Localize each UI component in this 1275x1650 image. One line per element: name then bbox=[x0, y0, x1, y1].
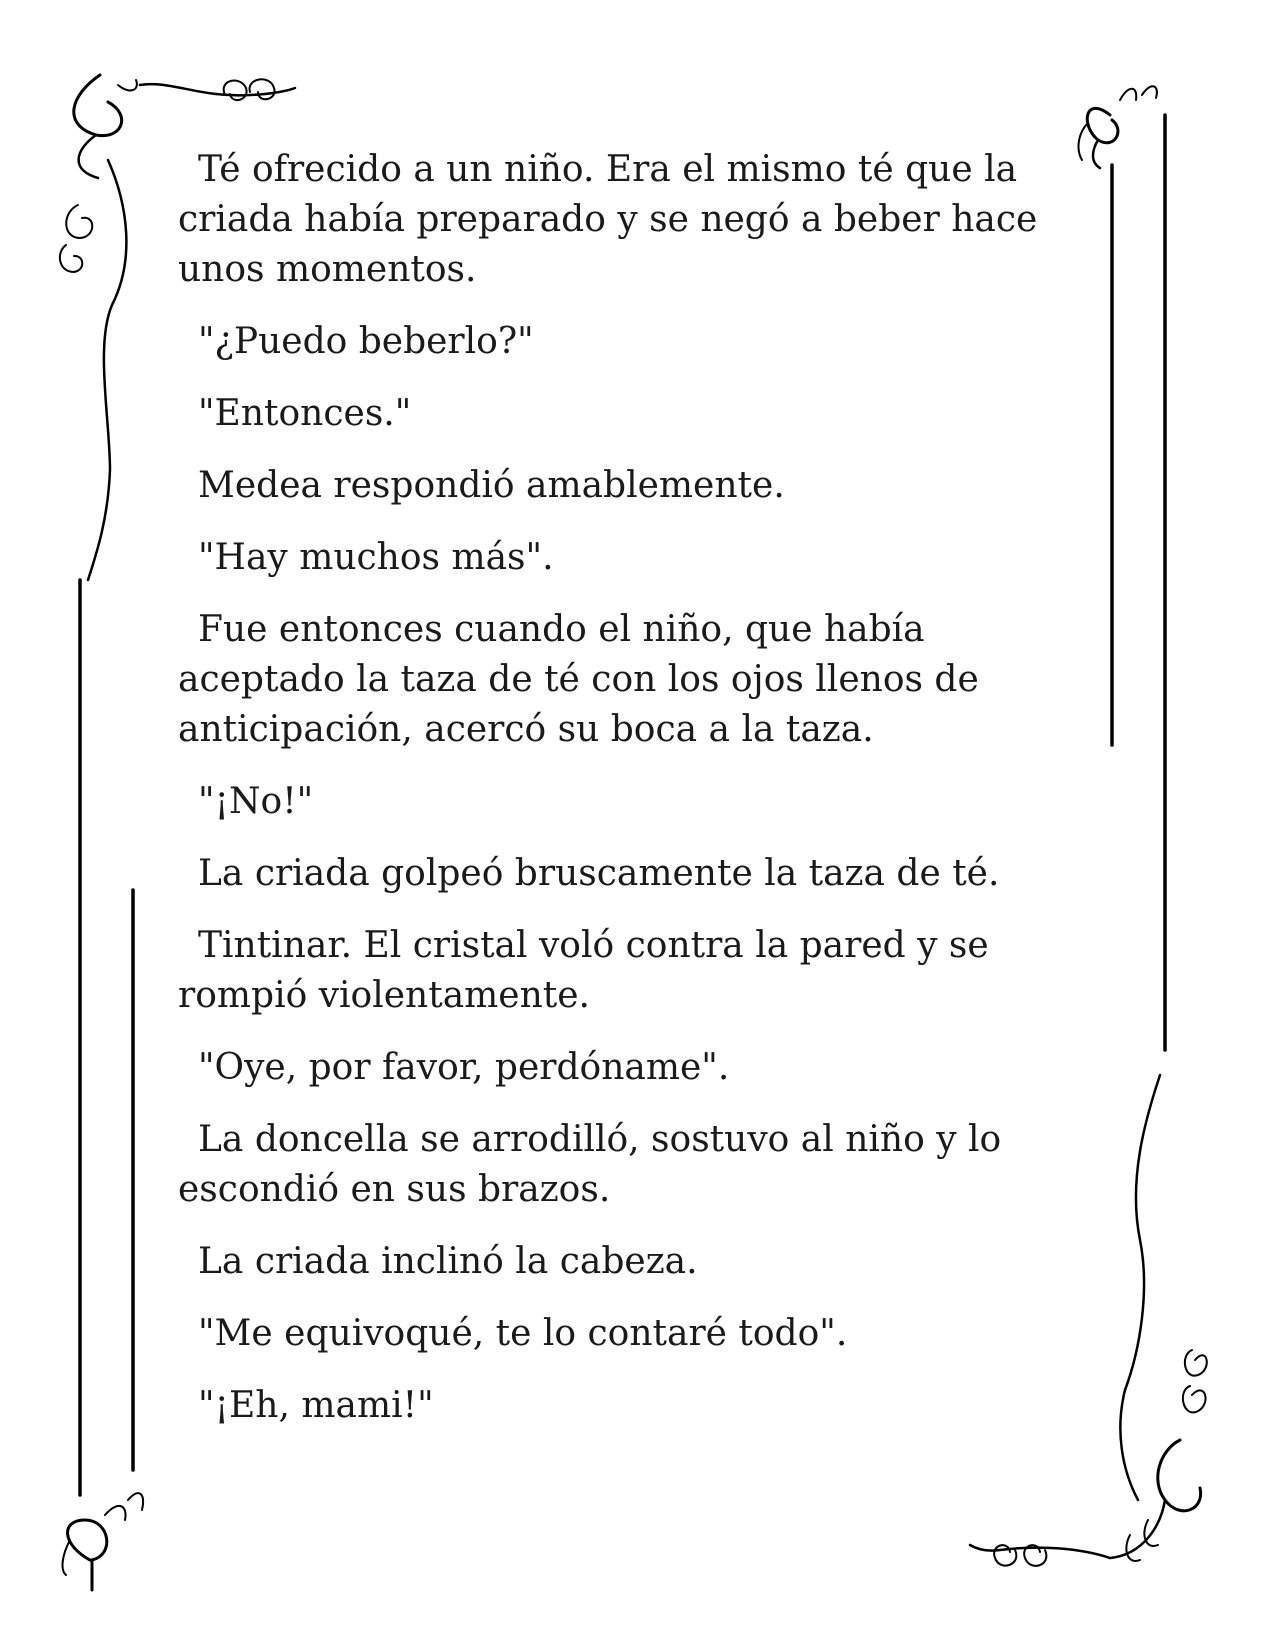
paragraph: "Hay muchos más". bbox=[198, 537, 554, 578]
paragraph: "¿Puedo beberlo?" bbox=[198, 321, 534, 362]
paragraph: "¡No!" bbox=[198, 781, 314, 822]
story-text bbox=[178, 145, 1078, 1453]
paragraph: "Oye, por favor, perdóname". bbox=[198, 1047, 730, 1088]
paragraph: La criada inclinó la cabeza. bbox=[198, 1241, 698, 1282]
paragraph: Medea respondió amablemente. bbox=[198, 465, 785, 506]
flourish-top-right-icon bbox=[1079, 86, 1157, 168]
paragraph: La doncella se arrodilló, sostuvo al niño y lo escondió en sus brazos. bbox=[178, 1119, 1002, 1210]
paragraph: Té ofrecido a un niño. Era el mismo té que la criada había preparado y se negó a beber hace unos momentos. bbox=[178, 149, 1038, 290]
flourish-bottom-left-icon bbox=[63, 1493, 144, 1590]
paragraph: Fue entonces cuando el niño, que había aceptado la taza de té con los ojos llenos de anticipación, acercó su boca a la taza. bbox=[178, 609, 979, 750]
paragraph: "¡Eh, mami!" bbox=[198, 1385, 434, 1426]
paragraph: "Me equivoqué, te lo contaré todo". bbox=[198, 1313, 848, 1354]
paragraph: "Entonces." bbox=[198, 393, 412, 434]
paragraph: Tintinar. El cristal voló contra la pared y se rompió violentamente. bbox=[178, 925, 989, 1016]
paragraph: La criada golpeó bruscamente la taza de té. bbox=[198, 853, 1000, 894]
